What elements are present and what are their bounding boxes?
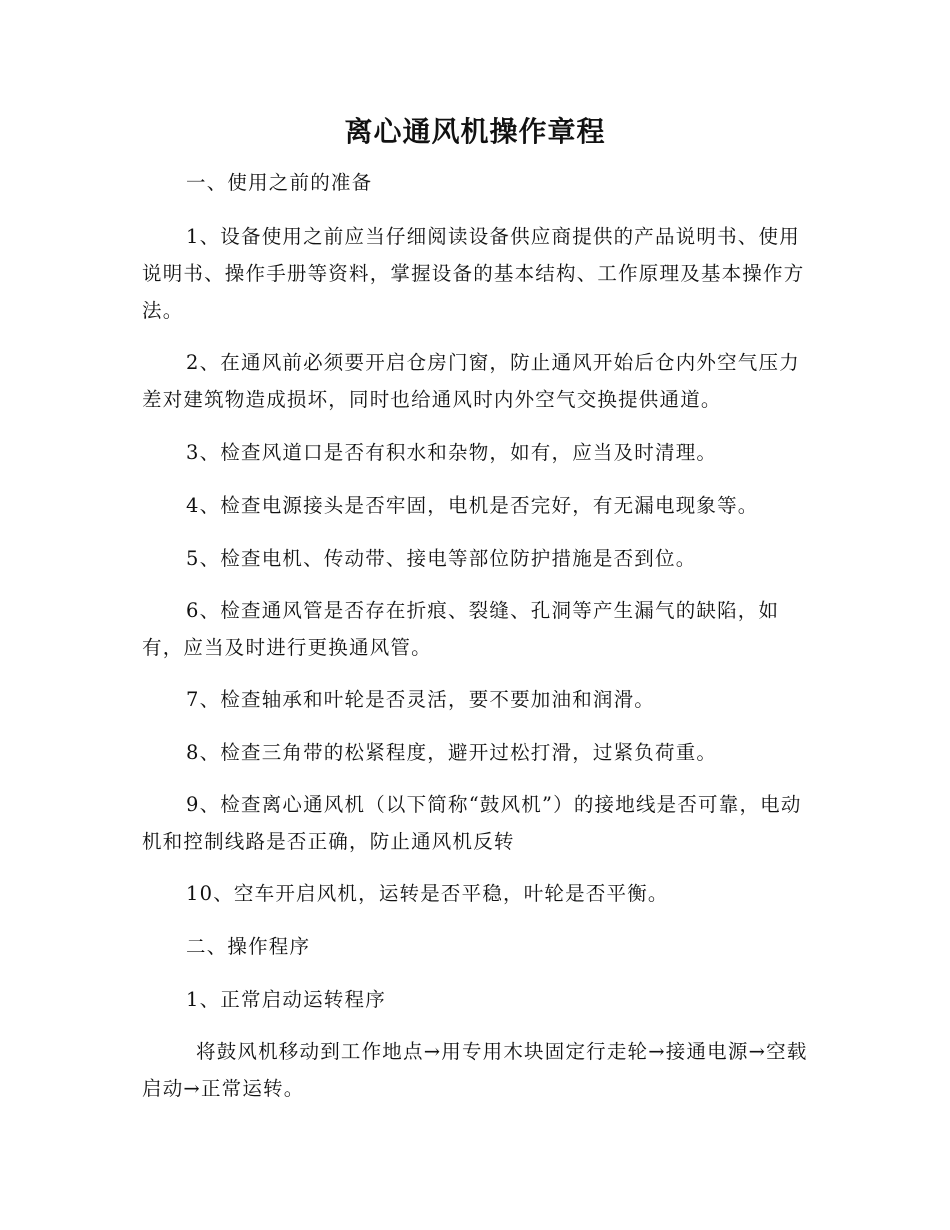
paragraph-item-2: 2、在通风前必须要开启仓房门窗，防止通风开始后仓内外空气压力差对建筑物造成损坏，同时也给通风时内外空气交换提供通道。 <box>142 351 800 411</box>
paragraph-item-10: 10、空车开启风机，运转是否平稳，叶轮是否平衡。 <box>186 882 669 905</box>
paragraph-item-5: 5、检查电机、传动带、接电等部位防护措施是否到位。 <box>186 547 697 570</box>
paragraph-item-8: 8、检查三角带的松紧程度，避开过松打滑，过紧负荷重。 <box>186 741 718 764</box>
paragraph-item-4: 4、检查电源接头是否牢固，电机是否完好，有无漏电现象等。 <box>186 494 759 517</box>
paragraph-item-1: 1、设备使用之前应当仔细阅读设备供应商提供的产品说明书、使用说明书、操作手册等资料，掌握设备的基本结构、工作原理及基本操作方法。 <box>142 225 805 322</box>
subheading-normal-start: 1、正常启动运转程序 <box>186 988 386 1011</box>
paragraph-item-7: 7、检查轴承和叶轮是否灵活，要不要加油和润滑。 <box>186 688 656 711</box>
paragraph-item-6: 6、检查通风管是否存在折痕、裂缝、孔洞等产生漏气的缺陷，如有，应当及时进行更换通风管。 <box>142 599 780 659</box>
section-heading-operation: 二、操作程序 <box>186 935 311 958</box>
paragraph-start-procedure: 将鼓风机移动到工作地点→用专用木块固定行走轮→接通电源→空载启动→正常运转。 <box>142 1040 808 1100</box>
section-heading-preparation: 一、使用之前的准备 <box>186 171 373 194</box>
paragraph-item-9: 9、检查离心通风机（以下简称“鼓风机”）的接地线是否可靠，电动机和控制线路是否正确，防止通风机反转 <box>142 793 802 853</box>
document-title: 离心通风机操作章程 <box>344 115 606 148</box>
paragraph-item-3: 3、检查风道口是否有积水和杂物，如有，应当及时清理。 <box>186 441 718 464</box>
